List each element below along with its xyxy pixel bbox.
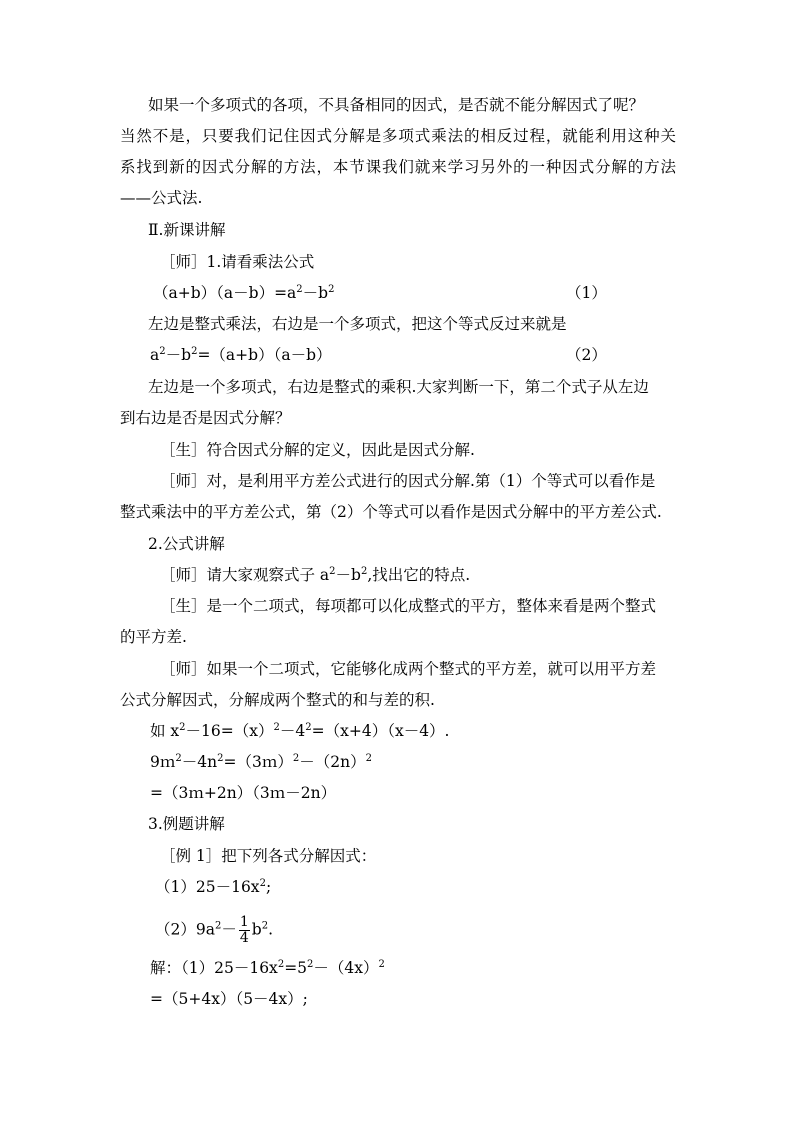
subsection-title-examples: 3.例题讲解: [148, 815, 225, 833]
teacher-line-3: ［师］请大家观察式子 $a^2-b^2$,找出它的特点.: [160, 566, 471, 584]
example-line-c: =（3ｍ+2n）（3ｍ－2n）: [150, 784, 337, 802]
example-line-a: 如 $x^2-16=(x)^2-4^2=(x+4)(x-4)$.: [150, 722, 450, 740]
example-1-heading: ［例 1］把下列各式分解因式：: [160, 847, 377, 865]
teacher-line-1: ［师］1.请看乘法公式: [160, 253, 315, 271]
student-line-1: ［生］符合因式分解的定义，因此是因式分解.: [160, 441, 475, 459]
equation-1: $(a+b)(a-b)=a^2-b^2$: [153, 284, 335, 302]
paragraph-left-side: 左边是整式乘法，右边是一个多项式，把这个等式反过来就是: [148, 315, 567, 333]
equation-1-number: （1）: [566, 284, 607, 302]
intro-line-1: 如果一个多项式的各项，不具备相同的因式，是否就不能分解因式了呢？: [148, 96, 645, 114]
teacher-line-2a: ［师］对，是利用平方差公式进行的因式分解.第（1）个等式可以看作是: [160, 472, 656, 490]
equation-2-number: （2）: [566, 346, 607, 364]
fraction-denominator: 4: [239, 930, 249, 946]
fraction-one-quarter: [239, 915, 250, 946]
paragraph-judge-line-1: 左边是一个多项式，右边是整式的乘积.大家判断一下，第二个式子从左边: [148, 378, 649, 396]
intro-line-3: 系找到新的因式分解的方法，本节课我们就来学习另外的一种因式分解的方法: [120, 158, 676, 176]
teacher-line-4b: 公式分解因式，分解成两个整式的和与差的积.: [120, 691, 435, 709]
solution-line-1: 解：$(1)25-16x^2=5^2-(4x)^2$: [150, 959, 385, 977]
intro-line-4: ——公式法.: [120, 189, 203, 207]
equation-2: $a^2-b^2=(a+b)(a-b)$: [150, 346, 332, 364]
question-1: $(1)25-16x^2$;: [155, 878, 272, 896]
question-2: $(2)9a^2-$ $\frac{1}{4}$ $b^2$.: [155, 914, 274, 946]
paragraph-judge-line-2: 到右边是否是因式分解？: [120, 409, 291, 427]
intro-line-2: 当然不是，只要我们记住因式分解是多项式乘法的相反过程，就能利用这种关: [120, 127, 676, 145]
subsection-title-formula: 2.公式讲解: [148, 535, 225, 553]
student-line-2a: ［生］是一个二项式，每项都可以化成整式的平方，整体来看是两个整式: [160, 597, 657, 615]
student-line-2b: 的平方差.: [120, 628, 187, 646]
solution-line-2: =（5+4x）（5－4x）;: [150, 990, 308, 1008]
teacher-line-4a: ［师］如果一个二项式，它能够化成两个整式的平方差，就可以用平方差: [160, 660, 657, 678]
example-line-b: $9m^2-4n^2=(3m)^2-(2n)^2$: [150, 753, 372, 771]
section-title-new-lesson: Ⅱ.新课讲解: [148, 221, 226, 239]
fraction-numerator: 1: [239, 914, 249, 930]
teacher-line-2b: 整式乘法中的平方差公式，第（2）个等式可以看作是因式分解中的平方差公式.: [120, 503, 662, 521]
